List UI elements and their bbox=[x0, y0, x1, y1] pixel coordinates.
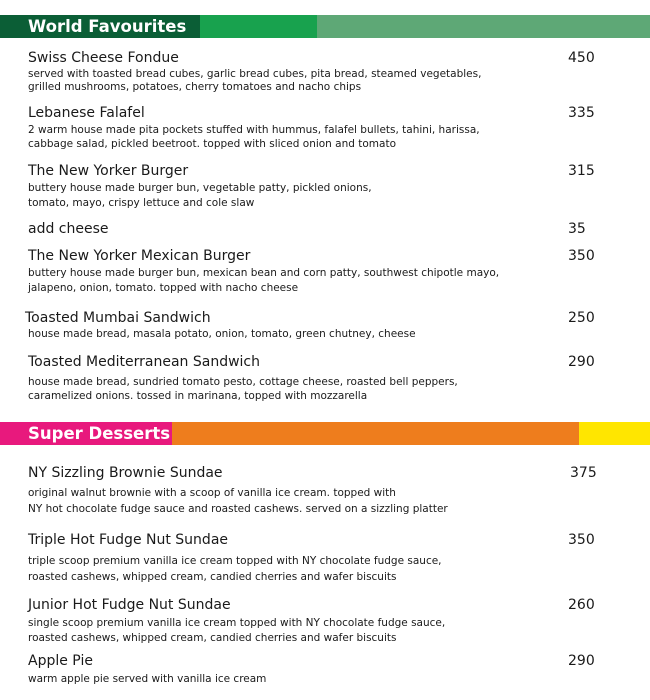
item-name: Swiss Cheese Fondue bbox=[28, 50, 179, 66]
item-description: triple scoop premium vanilla ice cream topped with NY chocolate fudge sauce, bbox=[28, 555, 442, 567]
item-description: jalapeno, onion, tomato. topped with nacho cheese bbox=[28, 282, 299, 294]
item-description: served with toasted bread cubes, garlic bread cubes, pita bread, steamed vegetables, bbox=[28, 68, 482, 80]
header-band-mid bbox=[200, 15, 317, 38]
item-description: NY hot chocolate fudge sauce and roasted cashews. served on a sizzling platter bbox=[28, 503, 448, 515]
item-name: Junior Hot Fudge Nut Sundae bbox=[28, 597, 231, 613]
item-price: 350 bbox=[568, 248, 595, 264]
item-name: NY Sizzling Brownie Sundae bbox=[28, 465, 223, 481]
item-price: 290 bbox=[568, 354, 595, 370]
item-name: The New Yorker Mexican Burger bbox=[28, 248, 251, 264]
item-description: cabbage salad, pickled beetroot. topped with sliced onion and tomato bbox=[28, 138, 397, 150]
item-price: 315 bbox=[568, 163, 595, 179]
header-band-light bbox=[317, 15, 650, 38]
item-price: 350 bbox=[568, 532, 595, 548]
item-description: 2 warm house made pita pockets stuffed with hummus, falafel bullets, tahini, harissa, bbox=[28, 124, 480, 136]
item-price: 250 bbox=[568, 310, 595, 326]
item-price: 335 bbox=[568, 105, 595, 121]
item-price: 450 bbox=[568, 50, 595, 66]
item-price: 35 bbox=[568, 221, 586, 237]
item-name: Apple Pie bbox=[28, 653, 93, 669]
item-description: original walnut brownie with a scoop of vanilla ice cream. topped with bbox=[28, 487, 396, 499]
item-description: house made bread, sundried tomato pesto, cottage cheese, roasted bell peppers, bbox=[28, 376, 458, 388]
item-description: buttery house made burger bun, vegetable patty, pickled onions, bbox=[28, 182, 372, 194]
header-band-yellow bbox=[579, 422, 650, 445]
item-description: house made bread, masala potato, onion, tomato, green chutney, cheese bbox=[28, 328, 416, 340]
item-description: grilled mushrooms, potatoes, cherry tomatoes and nacho chips bbox=[28, 81, 362, 93]
header-band-orange bbox=[172, 422, 579, 445]
section-header-world-favourites bbox=[0, 15, 650, 38]
section-title: World Favourites bbox=[28, 17, 187, 36]
item-description: caramelized onions. tossed in marinana, topped with mozzarella bbox=[28, 390, 368, 402]
item-description: buttery house made burger bun, mexican bean and corn patty, southwest chipotle mayo, bbox=[28, 267, 500, 279]
item-name: The New Yorker Burger bbox=[28, 163, 189, 179]
item-price: 375 bbox=[570, 465, 597, 481]
item-name: Toasted Mediterranean Sandwich bbox=[28, 354, 260, 370]
item-name: Lebanese Falafel bbox=[28, 105, 145, 121]
item-price: 260 bbox=[568, 597, 595, 613]
item-name: Toasted Mumbai Sandwich bbox=[25, 310, 211, 326]
item-description: tomato, mayo, crispy lettuce and cole slaw bbox=[28, 197, 255, 209]
item-name: Triple Hot Fudge Nut Sundae bbox=[28, 532, 229, 548]
section-header-super-desserts bbox=[0, 422, 650, 445]
item-name: add cheese bbox=[28, 221, 109, 237]
item-description: roasted cashews, whipped cream, candied cherries and wafer biscuits bbox=[28, 632, 397, 644]
item-description: single scoop premium vanilla ice cream topped with NY chocolate fudge sauce, bbox=[28, 617, 446, 629]
item-description: warm apple pie served with vanilla ice cream bbox=[28, 673, 267, 685]
item-description: roasted cashews, whipped cream, candied cherries and wafer biscuits bbox=[28, 571, 397, 583]
item-price: 290 bbox=[568, 653, 595, 669]
section-title: Super Desserts bbox=[28, 424, 171, 443]
